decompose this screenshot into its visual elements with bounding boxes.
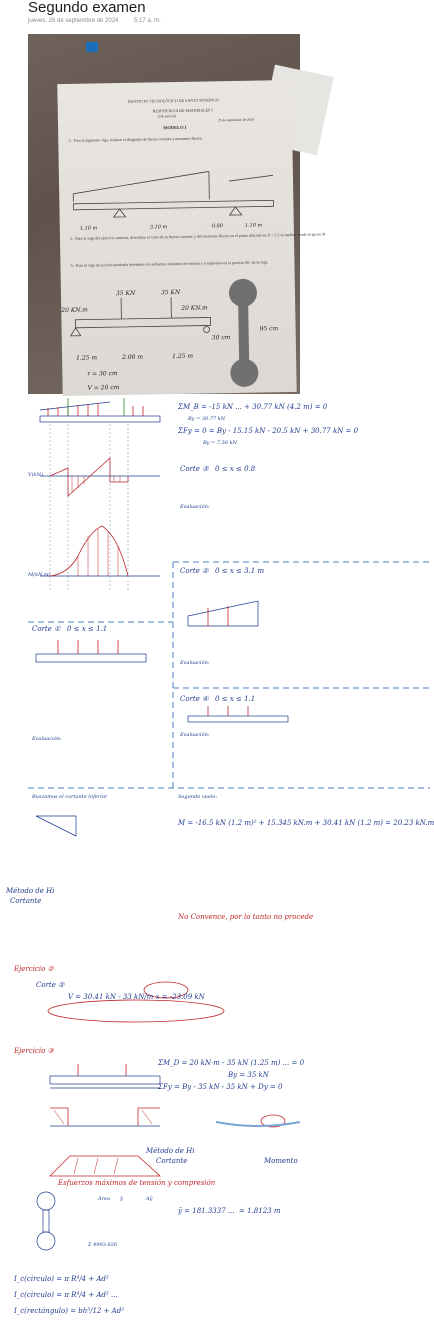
moment-b: 20 KN.m xyxy=(181,304,208,312)
handwritten-notes xyxy=(6,396,434,1326)
v-label: V = 20 cm xyxy=(87,384,120,392)
exam-sheet-drawing xyxy=(57,80,326,396)
exercise-3-eq: ΣM_D = 20 kN·m - 35 kN (1.25 m) ... = 0 xyxy=(158,1059,305,1067)
height-label: 95 cm xyxy=(259,325,279,333)
ybar-eq: ȳ = 181.3337 ... = 1.8123 m xyxy=(178,1207,281,1215)
second-label: Segundo vuelo: xyxy=(178,794,218,800)
moment-axis-label: M(kN.m) xyxy=(28,572,51,578)
exam-date: 25 de septiembre de 2024 xyxy=(217,117,254,123)
span-2: 2.00 m xyxy=(122,353,144,361)
page-header xyxy=(28,0,428,24)
question-1: 1.- Para la siguiente viga, realizar el diagrama de fuerza cortante y momento flector. xyxy=(68,135,203,143)
inertia-circle-1: I_c(circulo) = π R⁴/4 + Ad² xyxy=(14,1275,109,1283)
second-eq: M = -16.5 kN (1.2 m)² + 15.345 kN.m + 30.41 kN (1.2 m) = 20.23 kN.m xyxy=(178,819,434,827)
cut-diagram-2 xyxy=(188,601,258,626)
beam-sketch-3 xyxy=(50,1064,160,1176)
triangle-sketch xyxy=(36,816,76,836)
hi-method-b: Método de Hi xyxy=(146,1147,195,1155)
eval-label-b: Evaluación: xyxy=(180,660,210,666)
cut-diagram-4 xyxy=(188,706,288,722)
span-1: 1.25 m xyxy=(76,354,98,362)
section-sketch xyxy=(37,1192,55,1250)
eval-label-a: Evaluación: xyxy=(180,504,210,510)
exam-course: RESISTENCIA DE MATERIALES I xyxy=(152,107,213,114)
load-a: 35 KN xyxy=(115,289,136,298)
exercise-3-sum: ΣFy = By - 35 kN - 35 kN + Dy = 0 xyxy=(158,1083,283,1091)
moment-diagram xyxy=(40,526,160,576)
brace-label: Buscamos el cortante inferior xyxy=(32,794,108,800)
exercise-3-by: By = 35 kN xyxy=(228,1071,269,1079)
moment-a: 20 KN.m xyxy=(61,306,88,315)
cut-1-label: Corte ③ 0 ≤ x ≤ 0.8 xyxy=(180,465,256,473)
shear-axis-label: V(kN) xyxy=(28,472,43,478)
dim-2: 3.10 m xyxy=(149,224,168,231)
by-value-2: By = 7.56 kN xyxy=(203,440,237,446)
page-title: Segundo examen xyxy=(28,0,146,16)
exercise-2-label: Ejercicio ② xyxy=(14,965,54,973)
cross-section-shape xyxy=(229,279,259,387)
table-head-area: Área xyxy=(98,1196,110,1202)
question-2: 2.- Para la viga del ejercicio anterior, determine el valor de la fuerza cortante y del momento flector en el punto ubicado en X = 2.5 m medido desde el apoyo B xyxy=(69,231,326,241)
dim-4: 1.10 m xyxy=(244,222,263,229)
exam-model: MODELO I xyxy=(163,124,187,131)
eraser-object xyxy=(86,42,98,52)
exercise-2-eq: V = 30.41 kN - 33 kN/m x = -23.09 kN xyxy=(68,993,205,1001)
eq-moment: ΣM_B = -15 kN ... + 30.77 kN (4.2 m) = 0 xyxy=(178,403,328,411)
exam-sheet xyxy=(57,80,326,396)
inertia-circle-2: I_c(circulo) = π R⁴/4 + Ad² ... xyxy=(14,1291,118,1299)
no-convence-note: No Convence, por lo tanto no procede xyxy=(178,913,314,921)
radius-label: r = 30 cm xyxy=(87,370,118,378)
eq-fy: ΣFy = 0 = By - 15.15 kN - 20.5 kN + 30.77 kN = 0 xyxy=(178,427,359,435)
load-b: 35 KN xyxy=(160,288,181,297)
exam-institution: INSTITUTO TECNOLÓGICO DE SANTO DOMINGO xyxy=(127,97,219,104)
stress-title: Esfuerzos máximos de tensión y compresión xyxy=(58,1179,216,1187)
page-date: jueves, 26 de septiembre de 2024 xyxy=(28,18,119,24)
table-head-y: ȳ xyxy=(120,1196,123,1202)
cortante-b-label: Cortante xyxy=(156,1157,188,1165)
beam-2-diagram xyxy=(70,296,211,335)
question-3: 3.- Para la viga de sección mostrada determine los esfuerzos máximos de tensión y compresión en la porción BC de la viga. xyxy=(70,259,269,268)
cut-3-label: Corte ① 0 ≤ x ≤ 1.1 xyxy=(32,625,108,633)
exam-partial: (2do parcial) xyxy=(157,114,176,119)
exercise-3-label: Ejercicio ③ xyxy=(14,1047,54,1055)
table-head-ay: Aȳ xyxy=(146,1196,153,1202)
shear-diagram xyxy=(40,458,160,496)
cut-4-label: Corte ④ 0 ≤ x ≤ 1.1 xyxy=(180,695,256,703)
dim-1: 1.10 m xyxy=(79,225,98,232)
answer-oval-2 xyxy=(48,1000,224,1022)
cortante-label: Cortante xyxy=(10,897,42,905)
hi-method: Método de Hi xyxy=(6,887,55,895)
cut-2-label: Corte ② 0 ≤ x ≤ 3.1 m xyxy=(180,567,265,575)
inertia-rect: I_c(rectángulo) = bh³/12 + Ad² xyxy=(14,1307,125,1315)
momento-b-label: Momento xyxy=(264,1157,298,1165)
eval-label-d: Evaluación: xyxy=(180,732,210,738)
width-label: 30 cm xyxy=(211,334,231,342)
span-3: 1.25 m xyxy=(172,352,194,361)
cut-2b-label: Corte ② xyxy=(36,981,65,989)
by-value: By = 30.77 kN xyxy=(188,416,226,422)
dim-3: 0.80 xyxy=(211,223,223,230)
deflection-curve xyxy=(216,1122,300,1126)
exam-photo xyxy=(28,34,326,394)
beam-sketch-1 xyxy=(40,398,160,422)
table-sum: Σ 4993.826 xyxy=(88,1242,117,1248)
cut-diagram-1 xyxy=(36,640,146,662)
eval-label-c: Evaluación: xyxy=(32,736,62,742)
beam-1-diagram xyxy=(73,170,274,217)
page-time: 5:17 a. m. xyxy=(134,18,161,24)
page-meta xyxy=(28,18,428,24)
